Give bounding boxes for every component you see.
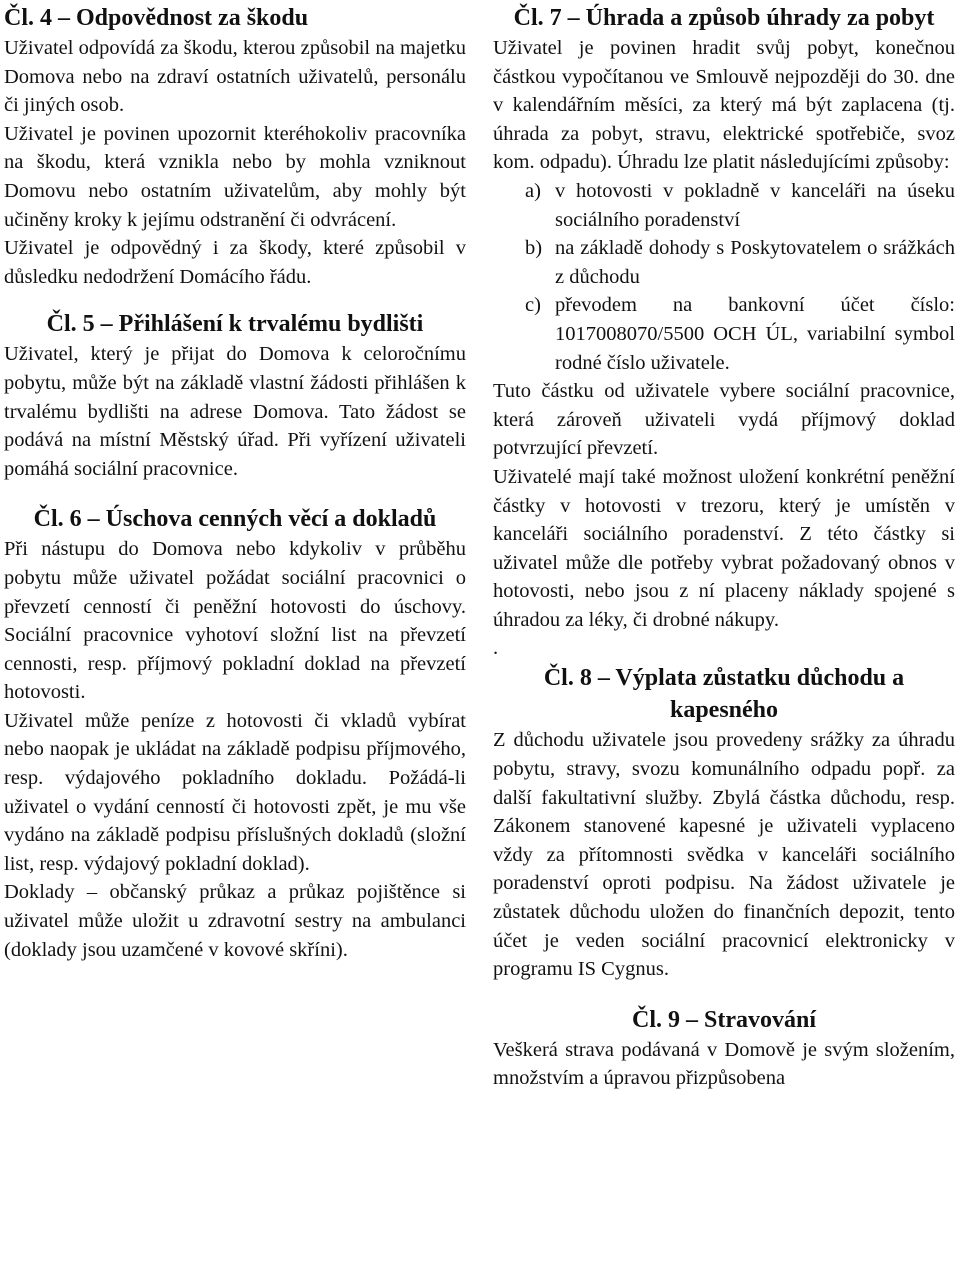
list-item-marker: b) <box>525 237 543 260</box>
section-7-paragraph-1: Uživatel je povinen hradit svůj pobyt, konečnou částkou vypočítanou ve Smlouvě nejpozději do 30. dne v kalendářním měsíci, za který má být zaplacena (tj. úhrada za pobyt, stravu, elektrické spotřebiče, svoz kom. odpadu). Úhradu lze platit následujícími způsoby: <box>493 37 955 174</box>
list-item-text: převodem na bankovní účet číslo: 1017008070/5500 OCH ÚL, variabilní symbol rodné číslo uživatele. <box>555 294 955 374</box>
section-5 <box>4 308 466 483</box>
section-6-paragraph-1: Při nástupu do Domova nebo kdykoliv v průběhu pobytu může uživatel požádat sociální pracovnici o převzetí cenností či peněžní hotovosti do úschovy. Sociální pracovnice vyhotoví složní list na převzetí cennosti, resp. příjmový pokladní doklad na převzetí hotovosti. <box>4 538 466 704</box>
section-7-paragraph-3: Uživatelé mají také možnost uložení konkrétní peněžní částky v hotovosti v trezoru, který je umístěn v kanceláři sociálního poradenství. Z této částky si uživatel může dle potřeby vybrat požadovaný obnos v hotovosti, nebo jsou z ní placeny náklady spojené s úhradou za léky, či drobné nákupy. <box>493 465 955 631</box>
section-8 <box>493 662 955 983</box>
section-7-paragraph-2: Tuto částku od uživatele vybere sociální pracovnice, která zároveň uživateli vydá příjmový doklad potvrzující převzetí. <box>493 380 955 460</box>
stray-dot: . <box>493 637 499 660</box>
section-9-title: Čl. 9 – Stravování <box>631 1006 816 1033</box>
section-6-paragraph-2: Uživatel může peníze z hotovosti či vkladů vybírat nebo naopak je ukládat na základě podpisu příjmového, resp. výdajového pokladního dokladu. Požádá-li uživatel o vydání cenností či hotovosti zpět, je mu vše vydáno na základě podpisu příslušných dokladů (složní list, resp. výdajový pokladní doklad). <box>4 709 466 875</box>
section-7 <box>493 2 955 662</box>
section-7-title: Čl. 7 – Úhrada a způsob úhrady za pobyt <box>513 5 935 31</box>
section-5-paragraph-1: Uživatel, který je přijat do Domova k celoročnímu pobytu, může být na základě vlastní žádosti přihlášen k trvalému bydlišti na adrese Domova. Tato žádost se podává na místní Městský úřad. Při vyřízení uživateli pomáhá sociální pracovnice. <box>4 343 466 480</box>
right-column <box>493 2 955 1093</box>
section-4-paragraph-3: Uživatel je odpovědný i za škody, které způsobil v důsledku nedodržení Domácího řádu. <box>4 237 466 288</box>
left-column <box>4 2 466 964</box>
section-6 <box>4 503 466 964</box>
list-item-marker: a) <box>525 179 541 202</box>
section-6-paragraph-3: Doklady – občanský průkaz a průkaz pojištěnce si uživatel může uložit u zdravotní sestry na ambulanci (doklady jsou uzamčené v kovové skříni). <box>4 881 466 961</box>
section-8-paragraph-1: Z důchodu uživatele jsou provedeny srážky za úhradu pobytu, stravy, svozu komunálního odpadu popř. za další fakultativní služby. Zbylá částka důchodu, resp. Zákonem stanovené kapesné je uživateli vyplaceno vždy za přítomnosti svědka v kanceláři sociálního poradenství oproti podpisu. Na žádost uživatele je zůstatek důchodu uložen do finančních depozit, tento účet je veden sociální pracovnicí elektronicky v programu IS Cygnus. <box>493 729 955 981</box>
list-item-text: v hotovosti v pokladně v kanceláři na úseku sociálního poradenství <box>555 179 955 231</box>
payment-methods-list <box>493 177 955 377</box>
list-item <box>525 291 955 377</box>
section-9 <box>493 1004 955 1093</box>
section-4-paragraph-2: Uživatel je povinen upozornit kteréhokoliv pracovníka na škodu, která vznikla nebo by mohla vzniknout Domovu nebo ostatním uživatelům, aby mohly být učiněny kroky k jejímu odstranění či odvrácení. <box>4 122 466 231</box>
list-item <box>525 234 955 291</box>
section-6-title: Čl. 6 – Úschova cenných věcí a dokladů <box>33 506 437 533</box>
section-8-title: Čl. 8 – Výplata zůstatku důchodu a kapesného <box>543 665 905 724</box>
section-9-paragraph-1: Veškerá strava podávaná v Domově je svým složením, množstvím a úpravou přizpůsobena <box>493 1038 955 1090</box>
list-item <box>525 177 955 234</box>
section-4-paragraph-1: Uživatel odpovídá za škodu, kterou způsobil na majetku Domova nebo na zdraví ostatních uživatelů, personálu či jiných osob. <box>4 37 466 117</box>
list-item-text: na základě dohody s Poskytovatelem o srážkách z důchodu <box>555 237 955 288</box>
list-item-marker: c) <box>525 294 541 317</box>
section-5-title: Čl. 5 – Přihlášení k trvalému bydlišti <box>46 311 424 338</box>
section-4-title: Čl. 4 – Odpovědnost za škodu <box>4 5 309 31</box>
section-4 <box>4 2 466 291</box>
